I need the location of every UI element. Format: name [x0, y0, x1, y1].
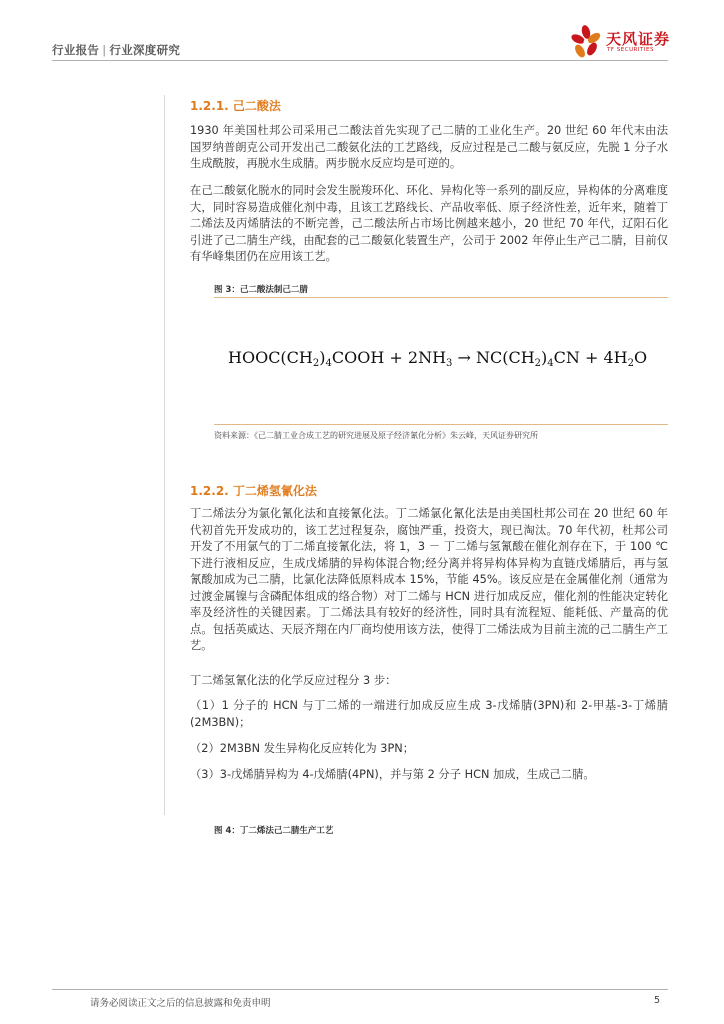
figure-bottom-rule — [214, 424, 668, 425]
report-subtype: 行业深度研究 — [109, 43, 181, 57]
figure-caption: 图 4：丁二烯法己二腈生产工艺 — [214, 826, 334, 836]
footer-divider — [52, 989, 668, 990]
flower-logo-icon — [566, 22, 606, 62]
section-title-butadiene: 1.2.2. 丁二烯氢氰化法 — [190, 484, 317, 498]
paragraph: 在己二酸氨化脱水的同时会发生脱羧环化、环化、异构化等一系列的副反应，异构体的分离难度大，同时容易造成催化剂中毒，且该工艺路线长、产品收率低、原子经济性差，近年来，随着丁二烯法及丙烯腈法的不断完善，己二酸法所占市场比例越来越小，20 世纪 70 年代，辽阳石化引进了己二腈生产线，由配套的己二酸氨化装置生产，公司于 2002 年停止生产己二腈，目前仅有华峰集团仍在应用该工艺。 — [190, 184, 668, 263]
report-category — [52, 42, 180, 58]
list-item: （2）2M3BN 发生异构化反应转化为 3PN； — [190, 742, 415, 755]
section-title-adipic-acid: 1.2.1. 己二酸法 — [190, 99, 281, 113]
company-logo — [566, 22, 676, 62]
header-separator: | — [102, 43, 107, 57]
report-type: 行业报告 — [52, 43, 100, 57]
reaction-arrow: → — [452, 348, 476, 367]
left-margin-rule — [164, 95, 165, 815]
paragraph: 1930 年美国杜邦公司采用己二酸法首先实现了己二腈的工业化生产。20 世纪 60 年代末由法国罗纳普朗克公司开发出己二酸氨化法的工艺路线，反应过程是己二酸与氨反应，先脱 1 分子水生成酰胺，再脱水生成腈。两步脱水反应均是可逆的。 — [190, 124, 668, 170]
footer-disclaimer: 请务必阅读正文之后的信息披露和免责申明 — [90, 998, 271, 1009]
logo-name-en: TF SECURITIES — [607, 47, 654, 53]
logo-name-cn: 天风证券 — [606, 30, 671, 48]
figure-top-rule — [214, 297, 668, 298]
paragraph: 丁二烯法分为氯化氰化法和直接氰化法。丁二烯氯化氰化法是由美国杜邦公司在 20 世纪 60 年代初首先开发成功的，该工艺过程复杂，腐蚀严重，投资大，现已淘汰。70 年代初，杜邦公司开发了不用氯气的丁二烯直接氰化法，将 1，3 － 丁二烯与氢氰酸在催化剂存在下，于 100 ℃下进行液相反应，生成戊烯腈的异构体混合物;经分离并将异构体异构为直链戊烯腈后，再与氢氰酸加成为己二腈，比氯化法降低原料成本 15%，节能 45%。该反应是在金属催化剂（通常为过渡金属镍与含磷配体组成的络合物）对丁二烯与 HCN 进行加成反应，催化剂的性能决定转化率及经济性的关键因素。丁二烯法具有较好的经济性，同时具有流程短、能耗低、产量高的优点。包括英威达、天辰齐翔在内厂商均使用该方法，使得丁二烯法成为目前主流的己二腈生产工艺。 — [190, 507, 668, 652]
page-number: 5 — [654, 995, 661, 1006]
paragraph: 丁二烯氢氰化法的化学反应过程分 3 步： — [190, 674, 397, 687]
list-item: （1）1 分子的 HCN 与丁二烯的一端进行加成反应生成 3-戊烯腈(3PN)和 2-甲基-3-丁烯腈(2M3BN)； — [190, 699, 668, 729]
chemical-equation: $HOOC(CH_2)_4COOH + 2NH_3 \to NC(CH_2)_4CN + 4H_2O$ — [228, 348, 648, 369]
figure-source: 资料来源：《己二腈工业合成工艺的研究进展及原子经济氰化分析》朱云峰，天风证券研究所 — [214, 431, 538, 440]
figure-caption: 图 3：己二酸法制己二腈 — [214, 285, 308, 295]
list-item: （3）3-戊烯腈异构为 4-戊烯腈(4PN)，并与第 2 分子 HCN 加成，生成己二腈。 — [190, 768, 595, 781]
